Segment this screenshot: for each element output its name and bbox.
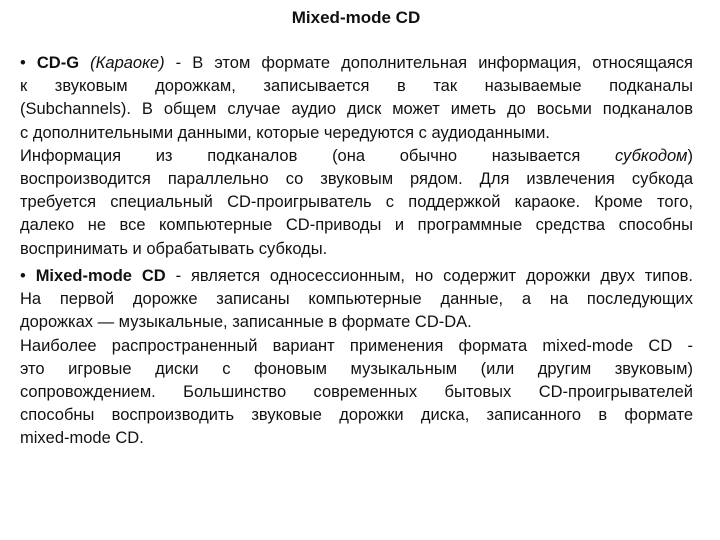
paragraph-line: воспроизводится параллельно со звуковым рядом. Для извлечения субкода [20, 170, 693, 189]
paragraph-line: способны воспроизводить звуковые дорожки диска, записанного в формате [20, 406, 693, 425]
term-cdg: CD-G [36, 54, 80, 72]
paragraph-line: Информация из подканалов (она обычно называется субкодом) [20, 146, 693, 165]
bullet: • [20, 54, 26, 72]
paragraph-line: это игровые диски с фоновым музыкальным (или другим звуковым) [20, 359, 693, 378]
paragraph-line: mixed-mode CD. [20, 429, 144, 448]
bullet: • [20, 267, 26, 285]
term-mixed-mode: Mixed-mode CD [35, 267, 166, 285]
mixed-mode-paragraph [20, 265, 693, 451]
paragraph-line: (Subchannels). В общем случае аудио диск может иметь до восьми подканалов [20, 100, 693, 119]
cdg-paragraph [20, 52, 693, 261]
paragraph-line: воспринимать и обрабатывать субкоды. [20, 239, 328, 258]
paragraph-line: Наиболее распространенный вариант применения формата mixed-mode CD - [20, 336, 693, 355]
page-title: Mixed-mode CD [291, 8, 421, 27]
paragraph-line: • Mixed-mode CD - является односессионным, но содержит дорожки двух типов. [20, 267, 694, 285]
paragraph-line: к звуковым дорожкам, записывается в так называемые подканалы [20, 77, 693, 96]
paragraph-line: далеко не все компьютерные CD-приводы и программные средства способны [20, 216, 693, 235]
paragraph-line: • CD-G (Караоке) - В этом формате дополнительная информация, относящаяся [20, 54, 693, 72]
paragraph-line: дорожках — музыкальные, записанные в формате CD-DA. [20, 313, 472, 332]
term-note-karaoke: (Караоке) [90, 54, 165, 72]
paragraph-line: с дополнительными данными, которые чередуются с аудиоданными. [20, 123, 550, 142]
paragraph-line: требуется специальный CD-проигрыватель с поддержкой караоке. Кроме того, [20, 193, 693, 212]
subcode-term: субкодом [614, 146, 688, 165]
paragraph-line: На первой дорожке записаны компьютерные данные, а на последующих [20, 290, 693, 309]
paragraph-line: сопровождением. Большинство современных бытовых CD-проигрывателей [20, 383, 693, 402]
